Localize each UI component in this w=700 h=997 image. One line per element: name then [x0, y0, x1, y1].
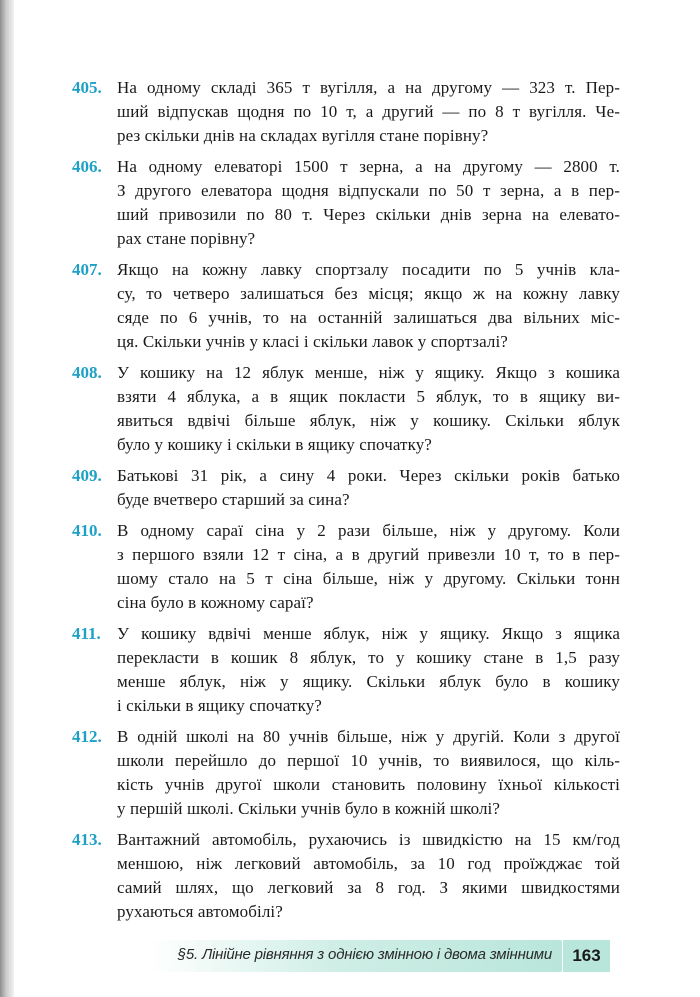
problem-list [72, 76, 620, 931]
problem-number: 409. [72, 466, 102, 485]
text-line: перекласти в кошик 8 яблук, то у кошику стане в 1,5 разу [117, 648, 620, 667]
problem-405 [72, 76, 620, 148]
text-line: шому стало на 5 т сіна більше, ніж у другому. Скільки тонн [117, 569, 620, 588]
text-line: сяде по 6 учнів, то на останній залишаться два вільних міс- [117, 308, 620, 327]
problem-text [117, 155, 620, 251]
problem-411 [72, 622, 620, 718]
text-line: Батькові 31 рік, а сину 4 роки. Через скільки років батько [117, 466, 620, 485]
problem-text [117, 519, 620, 615]
page-number: 163 [563, 940, 610, 972]
text-line: На одному складі 365 т вугілля, а на другому — 323 т. Пер- [117, 78, 620, 97]
text-line: було у кошику і скільки в ящику спочатку? [117, 435, 432, 454]
problem-text [117, 464, 620, 512]
problem-number: 408. [72, 363, 102, 382]
problem-number: 406. [72, 157, 102, 176]
text-line: ший відпускав щодня по 10 т, а другий — по 8 т вугілля. Че- [117, 102, 620, 121]
page-binding-edge [0, 0, 14, 997]
text-line: У кошику на 12 яблук менше, ніж у ящику. Якщо з кошика [117, 363, 620, 382]
problem-number: 412. [72, 727, 102, 746]
text-line: В одній школі на 80 учнів більше, ніж у другій. Коли з другої [117, 727, 620, 746]
text-line: кість учнів другої школи становить половину їхньої кількості [117, 775, 620, 794]
problem-text [117, 76, 620, 148]
footer-band [150, 940, 562, 972]
text-line: школи перейшло до першої 10 учнів, то виявилося, що кіль- [117, 751, 620, 770]
text-line: На одному елеваторі 1500 т зерна, а на другому — 2800 т. [117, 157, 620, 176]
text-line: сіна було в кожному сараї? [117, 593, 314, 612]
text-line: у першій школі. Скільки учнів було в кожній школі? [117, 799, 501, 818]
text-line: самий шлях, що легковий за 8 год. З якими швидкостями [117, 878, 620, 897]
problem-410 [72, 519, 620, 615]
problem-number: 405. [72, 78, 102, 97]
problem-text [117, 361, 620, 457]
text-line: ця. Скільки учнів у класі і скільки лавок у спортзалі? [117, 332, 508, 351]
problem-409 [72, 464, 620, 512]
text-line: явиться вдвічі більше яблук, ніж у кошику. Скільки яблук [117, 411, 620, 430]
problem-413 [72, 828, 620, 924]
problem-number: 411. [72, 624, 101, 643]
text-line: рухаються автомобілі? [117, 902, 283, 921]
section-title: §5. Лінійне рівняння з однією змінною і двома змінними [177, 946, 552, 963]
problem-number: 413. [72, 830, 102, 849]
text-line: рез скільки днів на складах вугілля стане порівну? [117, 126, 489, 145]
text-line: і скільки в ящику спочатку? [117, 696, 322, 715]
problem-number: 407. [72, 260, 102, 279]
problem-text [117, 622, 620, 718]
text-line: менше яблук, ніж у ящику. Скільки яблук було в кошику [117, 672, 620, 691]
text-line: У кошику вдвічі менше яблук, ніж у ящику. Якщо з ящика [117, 624, 620, 643]
problem-406 [72, 155, 620, 251]
problem-text [117, 828, 620, 924]
text-line: Якщо на кожну лавку спортзалу посадити по 5 учнів кла- [117, 260, 620, 279]
text-line: ший привозили по 80 т. Через скільки днів зерна на елевато- [117, 205, 620, 224]
problem-408 [72, 361, 620, 457]
text-line: меншою, ніж легковий автомобіль, за 10 год проїжджає той [117, 854, 620, 873]
problem-412 [72, 725, 620, 821]
text-line: буде вчетверо старший за сина? [117, 490, 350, 509]
problem-number: 410. [72, 521, 102, 540]
problem-text [117, 258, 620, 354]
problem-407 [72, 258, 620, 354]
text-line: В одному сараї сіна у 2 рази більше, ніж у другому. Коли [117, 521, 620, 540]
text-line: рах стане порівну? [117, 229, 256, 248]
text-line: су, то четверо залишаться без місця; якщо ж на кожну лавку [117, 284, 620, 303]
problem-text [117, 725, 620, 821]
text-line: Вантажний автомобіль, рухаючись із швидкістю на 15 км/год [117, 830, 620, 849]
text-line: взяти 4 яблука, а в ящик покласти 5 яблук, то в ящику ви- [117, 387, 620, 406]
text-line: з першого взяли 12 т сіна, а в другий привезли 10 т, то в пер- [117, 545, 620, 564]
text-line: З другого елеватора щодня відпускали по 50 т зерна, а в пер- [117, 181, 620, 200]
